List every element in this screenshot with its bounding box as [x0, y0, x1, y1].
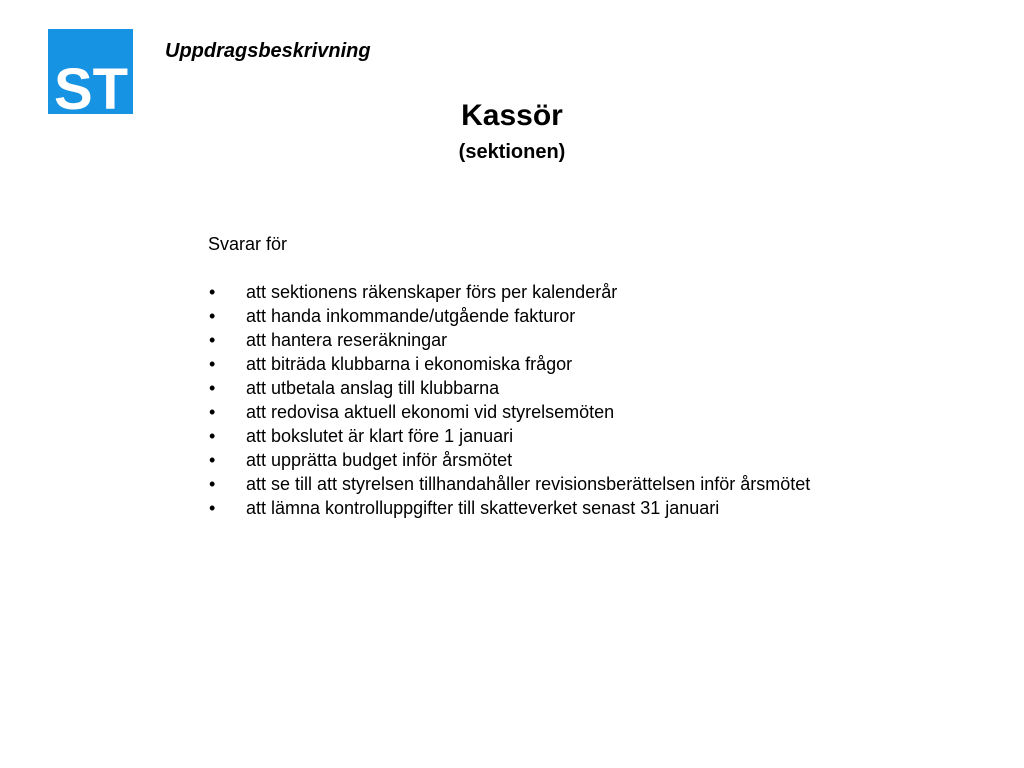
- list-item: [208, 304, 810, 328]
- bullet-icon: •: [209, 354, 216, 374]
- duty-text: att biträda klubbarna i ekonomiska frågor: [246, 354, 573, 374]
- duty-text: att sektionens räkenskaper förs per kalenderår: [246, 282, 618, 302]
- duties-list: [208, 280, 810, 520]
- duty-text: att bokslutet är klart före 1 januari: [246, 426, 514, 446]
- bullet-icon: •: [209, 378, 216, 398]
- duty-text: att utbetala anslag till klubbarna: [246, 378, 500, 398]
- bullet-icon: •: [209, 450, 216, 470]
- list-item: [208, 472, 810, 496]
- page-subtitle: (sektionen): [458, 141, 566, 163]
- duty-text: att redovisa aktuell ekonomi vid styrelsemöten: [246, 402, 615, 422]
- bullet-icon: •: [209, 474, 216, 494]
- list-item: [208, 280, 810, 304]
- bullet-icon: •: [209, 426, 216, 446]
- list-item: [208, 400, 810, 424]
- list-item: [208, 376, 810, 400]
- page-title: Kassör: [461, 99, 563, 132]
- duty-text: att upprätta budget inför årsmötet: [246, 450, 513, 470]
- duty-text: att se till att styrelsen tillhandahåller revisionsberättelsen inför årsmötet: [246, 474, 811, 494]
- list-item: [208, 352, 810, 376]
- duty-text: att lämna kontrolluppgifter till skatteverket senast 31 januari: [246, 498, 720, 518]
- list-item: [208, 496, 810, 520]
- duty-text: att hantera reseräkningar: [246, 330, 448, 350]
- responsibilities-section: [208, 232, 810, 520]
- bullet-icon: •: [209, 498, 216, 518]
- svg-text:ST: ST: [53, 57, 129, 114]
- list-item: [208, 328, 810, 352]
- duty-text: att handa inkommande/utgående fakturor: [246, 306, 576, 326]
- bullet-icon: •: [209, 402, 216, 422]
- bullet-icon: •: [209, 330, 216, 350]
- bullet-icon: •: [209, 282, 216, 302]
- list-item: [208, 448, 810, 472]
- responsibilities-intro: Svarar för: [208, 234, 288, 254]
- list-item: [208, 424, 810, 448]
- bullet-icon: •: [209, 306, 216, 326]
- document-type-label: Uppdragsbeskrivning: [165, 40, 371, 62]
